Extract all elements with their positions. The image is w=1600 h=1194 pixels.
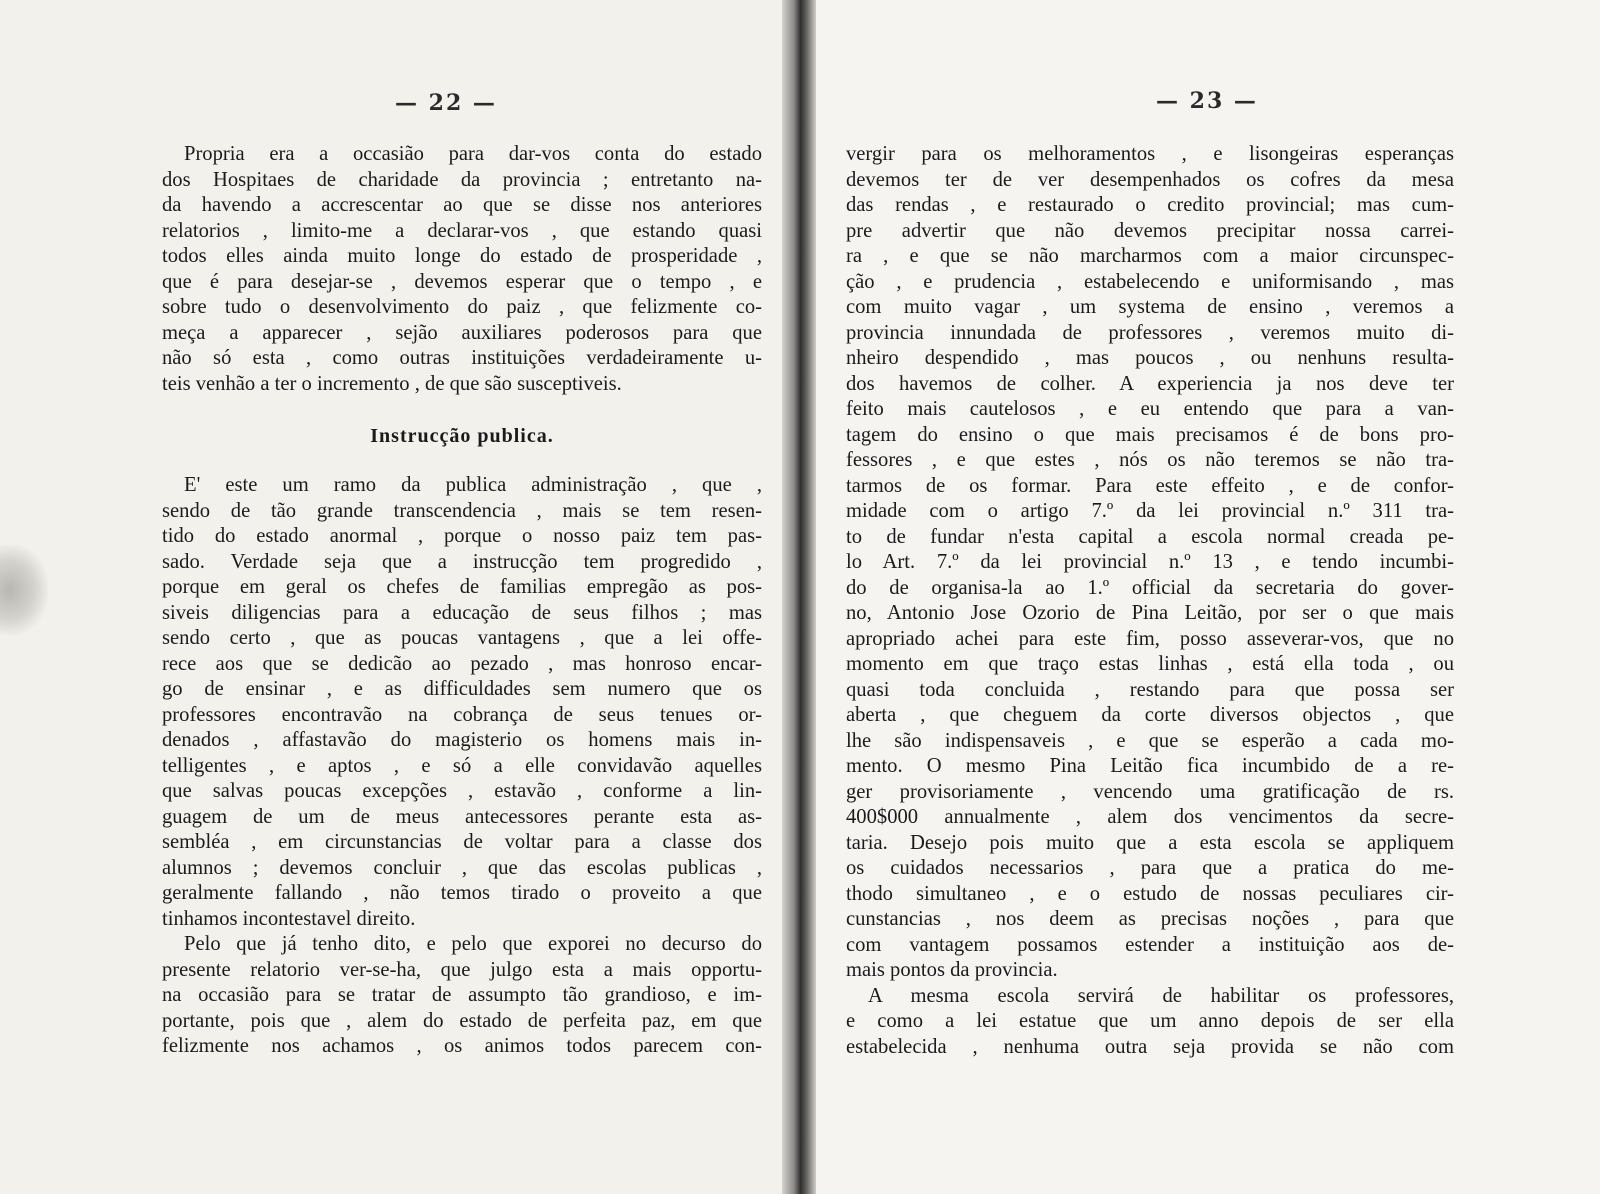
text-line: ção , e prudencia , estabelecendo e uniformisando , mas: [846, 270, 1454, 293]
text-line: tinhamos incontestavel direito.: [162, 907, 416, 930]
text-line: Pelo que já tenho dito, e pelo que exporei no decurso do: [184, 933, 762, 955]
text-line: apropriado achei para este fim, posso asseverar-vos, que no: [846, 627, 1454, 650]
text-line: porque em geral os chefes de familias empregão as pos-: [162, 576, 762, 598]
text-line: do de organisa-la ao 1.º official da secretaria do gover-: [846, 576, 1454, 599]
text-line: aberta , que cheguem da corte diversos objectos , que: [846, 704, 1454, 726]
text-line: não só esta , como outras instituições verdadeiramente u-: [162, 347, 762, 369]
left-page: [0, 0, 782, 1194]
text-line: sado. Verdade seja que a instrucção tem progredido ,: [162, 550, 762, 573]
text-line: ra , e que se não marcharmos com a maior circunspec-: [846, 245, 1454, 267]
text-line: dos havemos de colher. A experiencia ja nos deve ter: [846, 372, 1454, 395]
text-line: lo Art. 7.º da lei provincial n.º 13 , e tendo incumbi-: [846, 551, 1454, 573]
text-line: go de ensinar , e as difficuldades sem numero que os: [162, 678, 762, 700]
right-page: [816, 0, 1600, 1194]
text-line: vergir para os melhoramentos , e lisongeiras esperanças: [846, 143, 1454, 165]
text-line: relatorios , limito-me a declarar-vos , que estando quasi: [162, 219, 762, 242]
text-line: teis venhão a ter o incremento , de que são susceptiveis.: [162, 372, 622, 395]
text-line: cunstancias , nos deem as precisas noções , para que: [846, 908, 1454, 930]
text-line: telligentes , e aptos , e só a elle convidavão aquelles: [162, 754, 762, 777]
text-line: na occasião para se tratar de assumpto tão grandioso, e im-: [162, 984, 762, 1006]
text-line: das rendas , e restaurado o credito provincial; mas cum-: [846, 194, 1454, 216]
paragraph-opportunity: [162, 932, 762, 1060]
text-line: mais pontos da provincia.: [846, 959, 1058, 981]
text-line: nheiro despendido , mas poucos , ou nenhuns resulta-: [846, 347, 1454, 369]
text-line: fessores , e que estes , nós os não teremos se não tra-: [846, 449, 1454, 471]
text-line: da havendo a accrescentar ao que se disse nos anteriores: [162, 194, 762, 216]
text-line: thodo simultaneo , e o estudo de nossas peculiares cir-: [846, 882, 1454, 905]
text-line: os cuidados necessarios , para que a pratica do me-: [846, 857, 1454, 879]
left-text-column: [162, 142, 762, 1060]
text-line: e como a lei estatue que um anno depois de ser ella: [846, 1010, 1454, 1032]
right-text-column: [846, 142, 1454, 1060]
text-line: midade com o artigo 7.º da lei provincial n.º 311 tra-: [846, 500, 1454, 522]
text-line: alumnos ; devemos concluir , que das escolas publicas ,: [162, 856, 762, 879]
text-line: quasi toda concluida , restando para que possa ser: [846, 678, 1454, 701]
text-line: tido do estado anormal , porque o nosso paiz tem pas-: [162, 525, 762, 547]
page-number: — 23 —: [1156, 88, 1258, 114]
text-line: geralmente fallando , não temos tirado o proveito a que: [162, 882, 762, 904]
text-line: A mesma escola servirá de habilitar os professores,: [868, 984, 1454, 1007]
text-line: tagem do ensino o que mais precisamos é de bons pro-: [846, 423, 1454, 446]
text-line: lhe são indispensaveis , e que se esperão a cada mo-: [846, 729, 1454, 752]
text-line: portante, pois que , alem do estado de perfeita paz, em que: [162, 1009, 762, 1032]
text-line: meça a apparecer , sejão auxiliares poderosos para que: [162, 321, 762, 344]
text-line: sobre tudo o desenvolvimento do paiz , que felizmente co-: [162, 296, 762, 318]
text-line: to de fundar n'esta capital a escola normal creada pe-: [846, 525, 1454, 548]
text-line: sembléa , em circunstancias de voltar para a classe dos: [162, 831, 762, 853]
text-line: taria. Desejo pois muito que a esta escola se appliquem: [846, 831, 1454, 854]
text-line: mento. O mesmo Pina Leitão fica incumbido de a re-: [846, 755, 1454, 777]
text-line: 400$000 annualmente , alem dos vencimentos da secre-: [846, 806, 1454, 828]
book-gutter: [782, 0, 816, 1194]
paragraph-instruction: [162, 473, 762, 932]
text-line: no, Antonio Jose Ozorio de Pina Leitão, por ser o que mais: [846, 602, 1454, 624]
text-line: feito mais cautelosos , e eu entendo que para a van-: [846, 398, 1454, 420]
text-line: E' este um ramo da publica administração , que ,: [184, 474, 762, 496]
page-number: — 22 —: [395, 90, 497, 116]
text-line: momento em que traço estas linhas , está ella toda , ou: [846, 653, 1454, 675]
text-line: ger provisoriamente , vencendo uma gratificação de rs.: [846, 780, 1454, 803]
text-line: devemos ter de ver desempenhados os cofres da mesa: [846, 168, 1454, 191]
text-line: pre advertir que não devemos precipitar nossa carrei-: [846, 219, 1454, 242]
text-line: Propria era a occasião para dar-vos conta do estado: [184, 143, 762, 165]
text-line: todos elles ainda muito longe do estado de prosperidade ,: [162, 245, 762, 267]
text-line: com vantagem possamos estender a instituição aos de-: [846, 933, 1454, 956]
text-line: com muito vagar , um systema de ensino , veremos a: [846, 296, 1454, 318]
text-line: professores encontravão na cobrança de seus tenues or-: [162, 703, 762, 726]
page-stain: [0, 545, 48, 635]
text-line: estabelecida , nenhuma outra seja provida se não com: [846, 1035, 1454, 1058]
paragraph-normal-school: [846, 142, 1454, 984]
text-line: siveis diligencias para a educação de seus filhos ; mas: [162, 601, 762, 624]
text-line: sendo certo , que as poucas vantagens , que a lei offe-: [162, 627, 762, 649]
text-line: tarmos de os formar. Para este effeito , e de confor-: [846, 474, 1454, 497]
text-line: rece aos que se dedicão ao pezado , mas honroso encar-: [162, 652, 762, 675]
section-heading: Instrucção publica.: [370, 425, 554, 447]
paragraph-teacher-qualification: [846, 984, 1454, 1061]
text-line: que salvas poucas excepções , estavão , conforme a lin-: [162, 780, 762, 802]
text-line: dos Hospitaes de charidade da provincia ; entretanto na-: [162, 168, 762, 191]
text-line: que é para desejar-se , devemos esperar que o tempo , e: [162, 270, 762, 293]
paragraph-hospitals: [162, 142, 762, 397]
text-line: presente relatorio ver-se-ha, que julgo esta a mais opportu-: [162, 958, 762, 981]
text-line: provincia innundada de professores , veremos muito di-: [846, 321, 1454, 344]
text-line: sendo de tão grande transcendencia , mais se tem resen-: [162, 499, 762, 522]
text-line: denados , affastavão do magisterio os homens mais in-: [162, 729, 762, 751]
text-line: felizmente nos achamos , os animos todos parecem con-: [162, 1035, 762, 1057]
text-line: guagem de um de meus antecessores perante esta as-: [162, 805, 762, 828]
